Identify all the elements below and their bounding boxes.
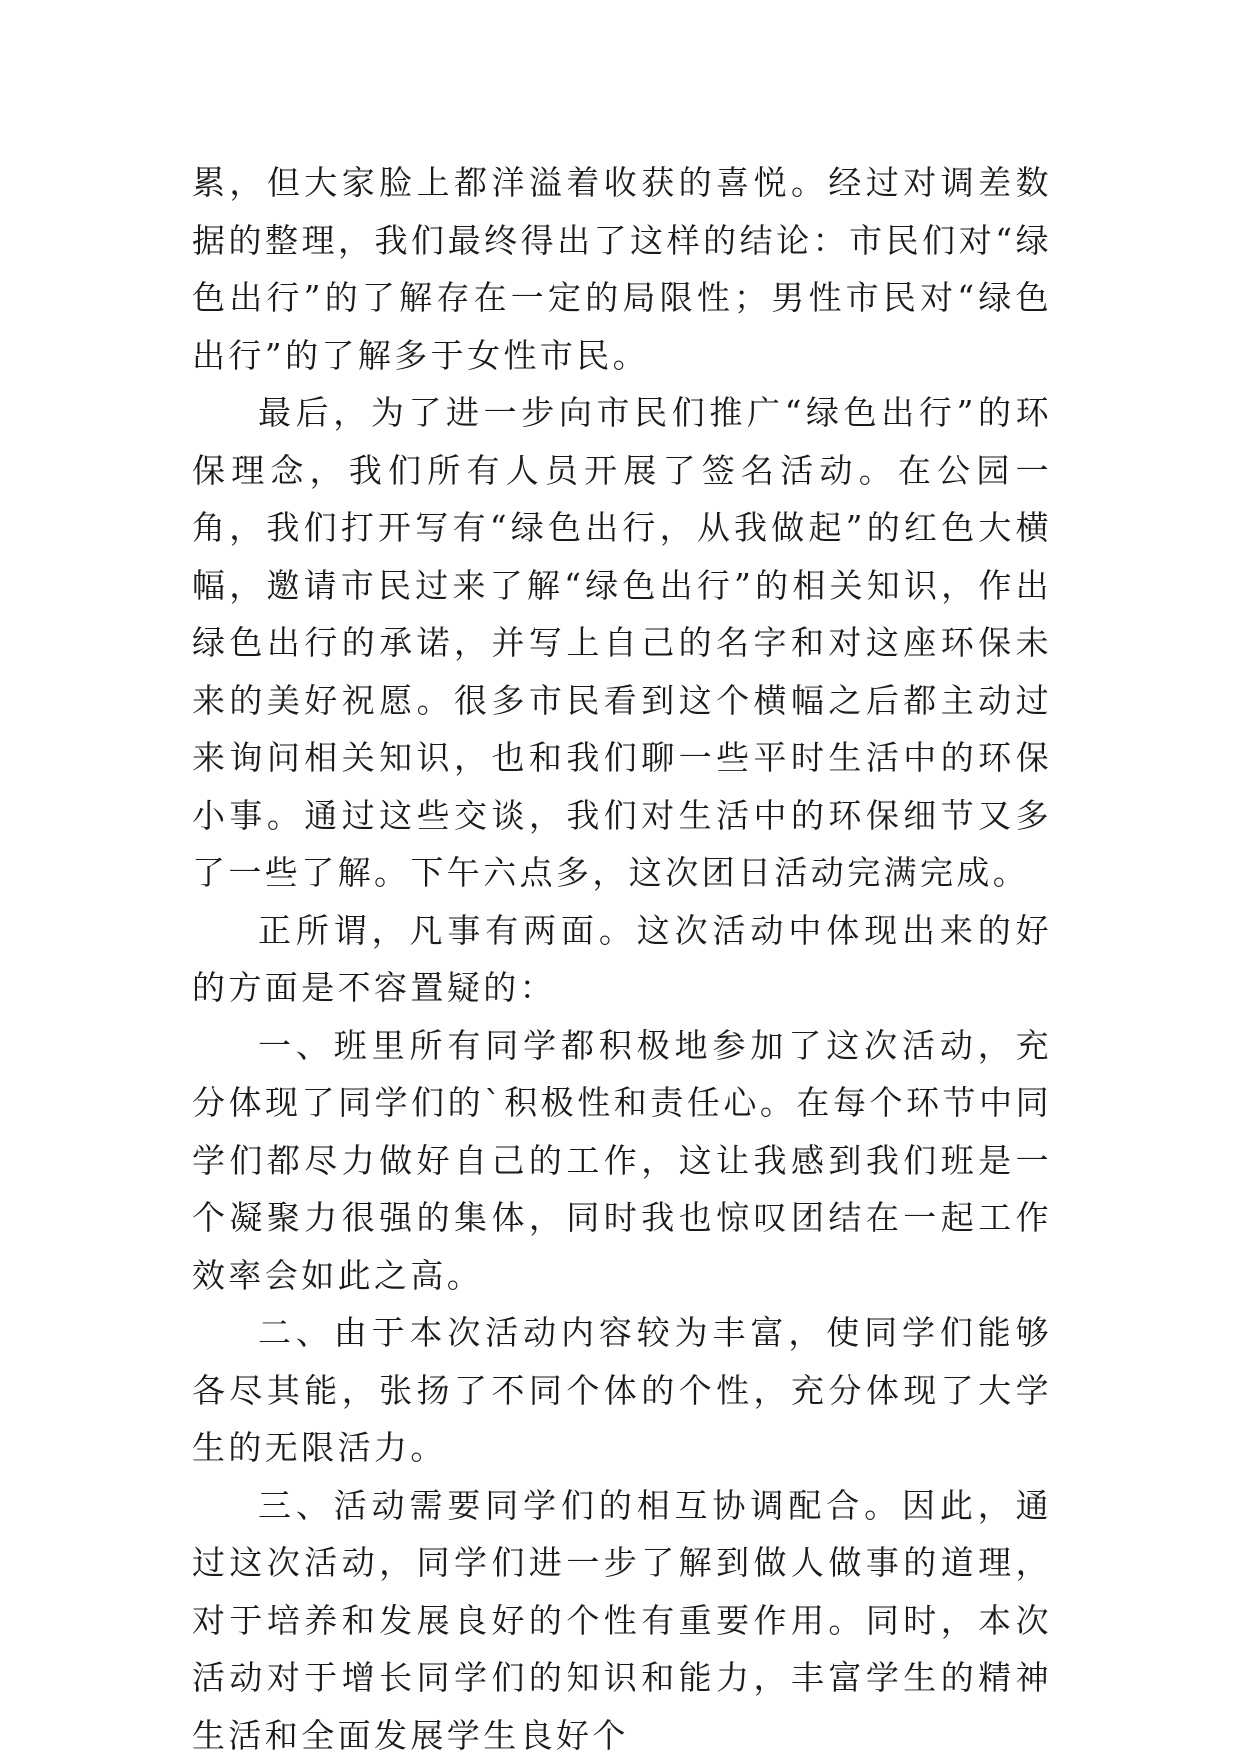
paragraph-signature-activity: 最后，为了进一步向市民们推广“绿色出行”的环保理念，我们所有人员开展了签名活动。在公园一角，我们打开写有“绿色出行，从我做起”的红色大横幅，邀请市民过来了解“绿色出行”的相关知识，作出绿色出行的承诺，并写上自己的名字和对这座环保未来的美好祝愿。很多市民看到这个横幅之后都主动过来询问相关知识，也和我们聊一些平时生活中的环保小事。通过这些交谈，我们对生活中的环保细节又多了一些了解。下午六点多，这次团日活动完满完成。 <box>192 384 1052 902</box>
paragraph-summary-intro: 正所谓，凡事有两面。这次活动中体现出来的好的方面是不容置疑的： <box>192 902 1052 1017</box>
paragraph-survey-conclusion: 累，但大家脸上都洋溢着收获的喜悦。经过对调差数据的整理，我们最终得出了这样的结论：市民们对“绿色出行”的了解存在一定的局限性；男性市民对“绿色出行”的了解多于女性市民。 <box>192 154 1052 384</box>
paragraph-point-three: 三、活动需要同学们的相互协调配合。因此，通过这次活动，同学们进一步了解到做人做事的道理，对于培养和发展良好的个性有重要作用。同时，本次活动对于增长同学们的知识和能力，丰富学生的精神生活和全面发展学生良好个 <box>192 1477 1052 1764</box>
document-body <box>192 154 1052 1764</box>
paragraph-point-one: 一、班里所有同学都积极地参加了这次活动，充分体现了同学们的`积极性和责任心。在每个环节中同学们都尽力做好自己的工作，这让我感到我们班是一个凝聚力很强的集体，同时我也惊叹团结在一起工作效率会如此之高。 <box>192 1017 1052 1305</box>
paragraph-point-two: 二、由于本次活动内容较为丰富，使同学们能够各尽其能，张扬了不同个体的个性，充分体现了大学生的无限活力。 <box>192 1304 1052 1477</box>
